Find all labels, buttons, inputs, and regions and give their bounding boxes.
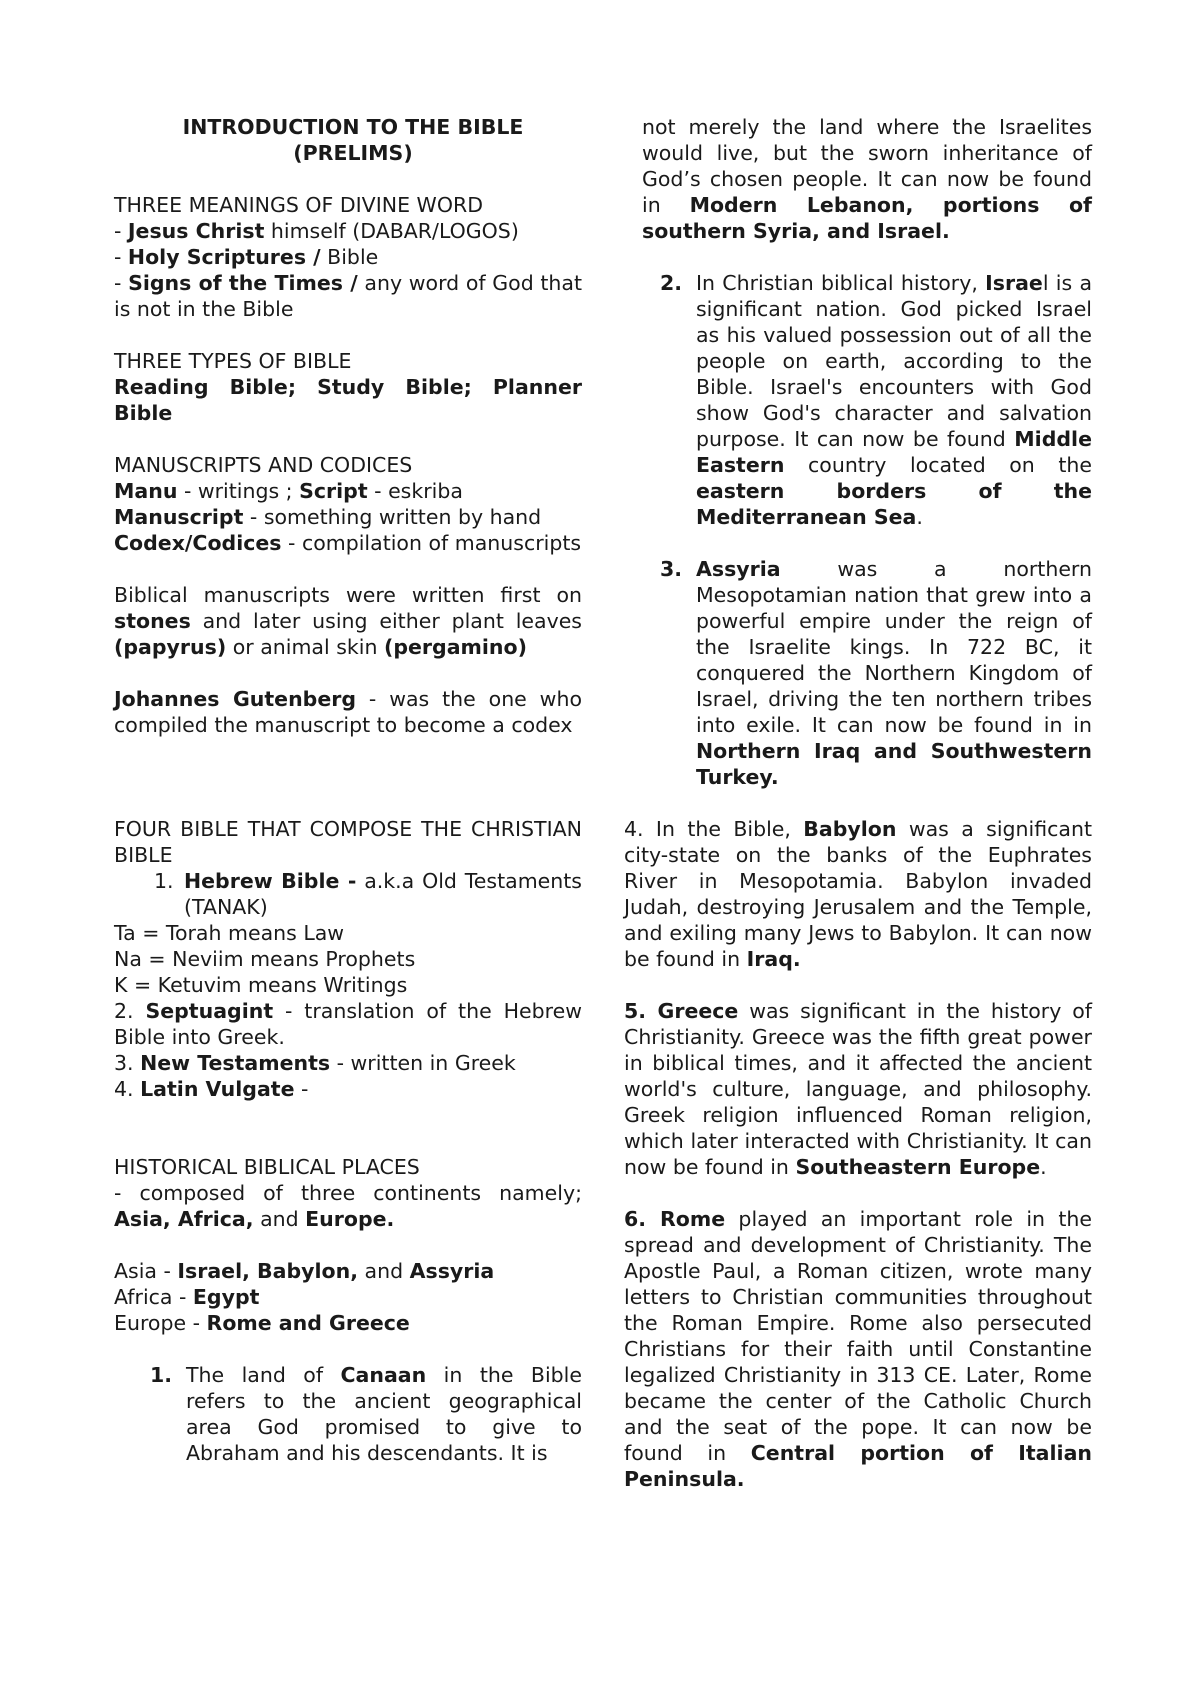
assyria-item: 3. Assyria was a northern Mesopotamian nation that grew into a powerful empire under the reign of the Israelite kings. In 722 BC, it conquered the Northern Kingdom of Israel, driving the ten northern tribes into exile. It can now be found in in Northern Iraq and Southwestern Turkey. bbox=[660, 557, 1092, 789]
tanak-na: Na = Neviim means Prophets bbox=[114, 947, 416, 971]
places-intro: - composed of three continents namely; Asia, Africa, and Europe. bbox=[114, 1181, 582, 1231]
manu-line: Manu - writings ; Script - eskriba bbox=[114, 479, 463, 503]
babylon-paragraph: 4. In the Bible, Babylon was a significant city-state on the banks of the Euphrates River in Mesopotamia. Babylon invaded Judah, destroying Jerusalem and the Temple, and exiling many Jews to Babylon. It can now be found in Iraq. bbox=[624, 817, 1092, 971]
types-text: Reading Bible; Study Bible; Planner Bible bbox=[114, 375, 582, 425]
divine-word-item: - Holy Scriptures / Bible bbox=[114, 245, 379, 269]
four-bible-item-2: 2. Septuagint - translation of the Hebrew Bible into Greek. bbox=[114, 999, 582, 1049]
canaan-item-continued: not merely the land where the Israelites would live, but the sworn inheritance of God’s chosen people. It can now be found in Modern Lebanon, portions of southern Syria, and Israel. bbox=[642, 115, 1092, 243]
right-column bbox=[624, 114, 1092, 1492]
manuscript-line: Manuscript - something written by hand bbox=[114, 505, 542, 529]
greece-paragraph: 5. Greece was significant in the history of Christianity. Greece was the fifth great power in biblical times, and it affected the ancient world's culture, language, and philosophy. Greek religion influenced Roman religion, which later interacted with Christianity. It can now be found in Southeastern Europe. bbox=[624, 999, 1092, 1179]
four-bible-item-3: 3. New Testaments - written in Greek bbox=[114, 1051, 516, 1075]
divine-word-heading: THREE MEANINGS OF DIVINE WORD bbox=[114, 193, 483, 217]
doc-subtitle: (PRELIMS) bbox=[293, 141, 413, 165]
africa-line: Africa - Egypt bbox=[114, 1285, 260, 1309]
tanak-k: K = Ketuvim means Writings bbox=[114, 973, 408, 997]
manuscripts-heading: MANUSCRIPTS AND CODICES bbox=[114, 453, 413, 477]
four-bible-item-1: 1. Hebrew Bible - a.k.a Old Testaments (TANAK) bbox=[154, 869, 582, 919]
codex-line: Codex/Codices - compilation of manuscripts bbox=[114, 531, 582, 555]
biblical-manuscripts-paragraph: Biblical manuscripts were written first on stones and later using either plant leaves (papyrus) or animal skin (pergamino) bbox=[114, 583, 582, 659]
four-bible-item-4: 4. Latin Vulgate - bbox=[114, 1077, 309, 1101]
canaan-item: 1. The land of Canaan in the Bible refers to the ancient geographical area God promised to give to Abraham and his descendants. It is bbox=[150, 1363, 582, 1465]
israel-item: 2. In Christian biblical history, Israel is a significant nation. God picked Israel as his valued possession out of all the people on earth, according to the Bible. Israel's encounters with God show God's character and salvation purpose. It can now be found Middle Eastern country located on the eastern borders of the Mediterranean Sea. bbox=[660, 271, 1092, 529]
gutenberg-paragraph: Johannes Gutenberg - was the one who compiled the manuscript to become a codex bbox=[114, 687, 582, 737]
divine-word-item: - Jesus Christ himself (DABAR/LOGOS) bbox=[114, 219, 519, 243]
rome-paragraph: 6. Rome played an important role in the spread and development of Christianity. The Apostle Paul, a Roman citizen, wrote many letters to Christian communities throughout the Roman Empire. Rome also persecuted Christians for their faith until Constantine legalized Christianity in 313 CE. Later, Rome became the center of the Catholic Church and the seat of the pope. It can now be found in Central portion of Italian Peninsula. bbox=[624, 1207, 1092, 1491]
divine-word-item: - Signs of the Times / any word of God that is not in the Bible bbox=[114, 271, 583, 321]
four-bible-heading: FOUR BIBLE THAT COMPOSE THE CHRISTIAN BIBLE bbox=[114, 817, 582, 867]
tanak-ta: Ta = Torah means Law bbox=[114, 921, 345, 945]
asia-line: Asia - Israel, Babylon, and Assyria bbox=[114, 1259, 495, 1283]
doc-title: INTRODUCTION TO THE BIBLE bbox=[182, 115, 524, 139]
places-heading: HISTORICAL BIBLICAL PLACES bbox=[114, 1155, 420, 1179]
europe-line: Europe - Rome and Greece bbox=[114, 1311, 410, 1335]
types-heading: THREE TYPES OF BIBLE bbox=[114, 349, 352, 373]
left-column bbox=[114, 114, 582, 1466]
